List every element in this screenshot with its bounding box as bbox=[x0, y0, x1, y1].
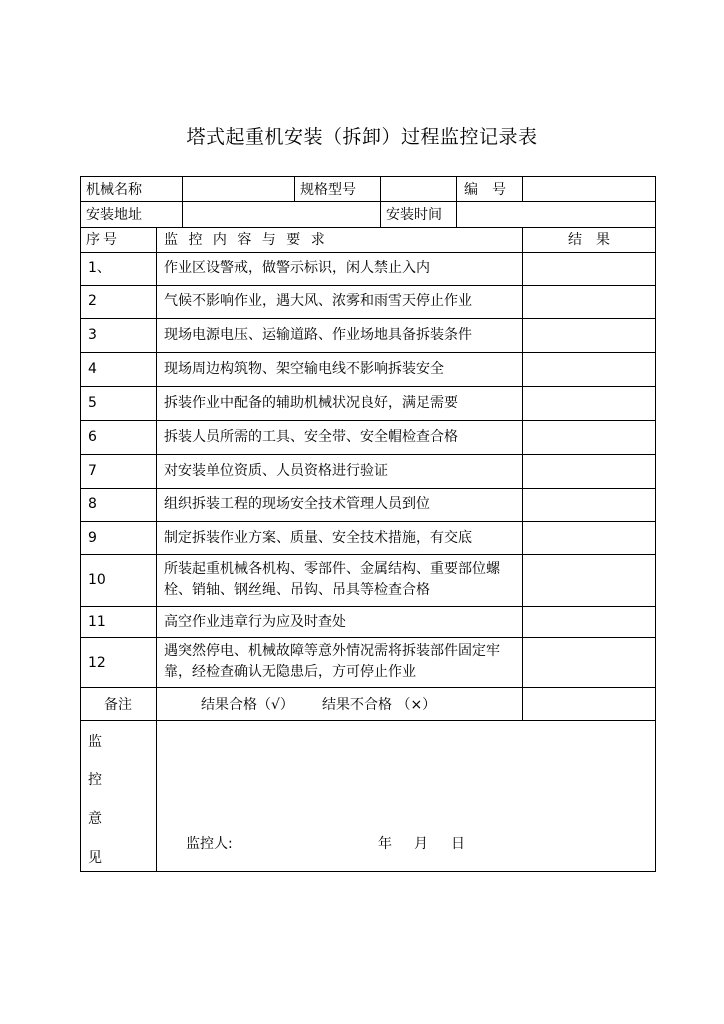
row-seq: 4 bbox=[88, 361, 97, 377]
row-text: 拆装人员所需的工具、安全带、安全帽检查合格 bbox=[164, 429, 458, 445]
opinion-label-char: 监 bbox=[88, 734, 102, 750]
number-label: 编 号 bbox=[464, 182, 506, 198]
page-title: 塔式起重机安装（拆卸）过程监控记录表 bbox=[186, 126, 538, 148]
remarks-label: 备注 bbox=[104, 697, 132, 713]
model-label: 规格型号 bbox=[300, 182, 356, 198]
row-seq: 5 bbox=[88, 395, 97, 411]
row-text: 制定拆装作业方案、质量、安全技术措施，有交底 bbox=[164, 530, 472, 546]
row-seq: 8 bbox=[88, 496, 97, 512]
day-label: 日 bbox=[451, 836, 465, 852]
row-seq: 12 bbox=[88, 655, 106, 671]
install-time-label: 安装时间 bbox=[386, 207, 442, 223]
row-text: 高空作业违章行为应及时查处 bbox=[164, 614, 346, 630]
row-seq: 10 bbox=[88, 572, 106, 588]
row-seq: 9 bbox=[88, 530, 97, 546]
opinion-label-char: 控 bbox=[88, 772, 102, 788]
monitor-label: 监控人: bbox=[186, 836, 233, 852]
row-text: 现场电源电压、运输道路、作业场地具备拆装条件 bbox=[164, 327, 472, 343]
row-seq: 1、 bbox=[88, 260, 111, 276]
month-label: 月 bbox=[414, 836, 428, 852]
row-text: 遇突然停电、机械故障等意外情况需将拆装部件固定牢靠，经检查确认无隐患后，方可停止作业 bbox=[164, 643, 500, 680]
seq-column-header: 序号 bbox=[86, 232, 120, 248]
opinion-label-char: 见 bbox=[88, 850, 102, 866]
row-text: 拆装作业中配备的辅助机械状况良好，满足需要 bbox=[164, 395, 458, 411]
install-address-label: 安装地址 bbox=[86, 207, 142, 223]
machine-name-label: 机械名称 bbox=[86, 182, 142, 198]
row-text: 作业区设警戒，做警示标识，闲人禁止入内 bbox=[164, 260, 430, 276]
row-text: 对安装单位资质、人员资格进行验证 bbox=[164, 463, 388, 479]
row-seq: 6 bbox=[88, 429, 97, 445]
pass-option: 结果合格（√） bbox=[201, 697, 294, 713]
row-seq: 3 bbox=[88, 327, 97, 343]
content-column-header: 监 控 内 容 与 要 求 bbox=[164, 232, 328, 248]
fail-option: 结果不合格 （×） bbox=[322, 697, 437, 713]
row-text: 组织拆装工程的现场安全技术管理人员到位 bbox=[164, 496, 430, 512]
row-seq: 7 bbox=[88, 463, 97, 479]
row-text: 气候不影响作业，遇大风、浓雾和雨雪天停止作业 bbox=[164, 293, 472, 309]
row-seq: 11 bbox=[88, 614, 106, 630]
result-column-header: 结 果 bbox=[568, 232, 610, 248]
row-seq: 2 bbox=[88, 293, 97, 309]
year-label: 年 bbox=[378, 836, 392, 852]
row-text: 所装起重机械各机构、零部件、金属结构、重要部位螺栓、销轴、钢丝绳、吊钩、吊具等检查合格 bbox=[164, 561, 500, 598]
opinion-label-char: 意 bbox=[88, 811, 102, 827]
row-text: 现场周边构筑物、架空输电线不影响拆装安全 bbox=[164, 361, 444, 377]
